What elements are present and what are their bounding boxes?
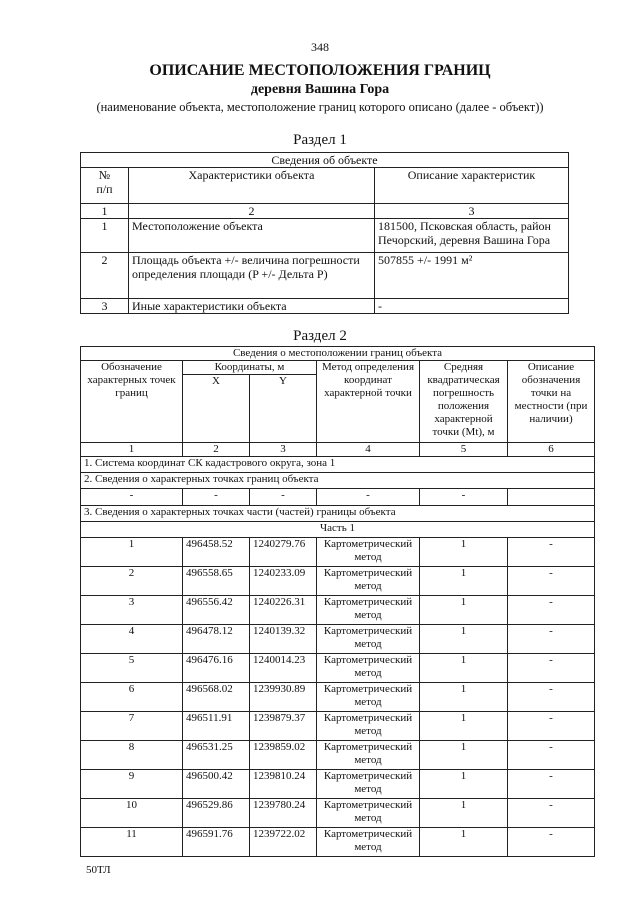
point-number-cell: 11	[81, 828, 183, 857]
table-title: Сведения об объекте	[81, 153, 569, 168]
dash-cell: -	[250, 489, 317, 506]
point-number-cell: 7	[81, 712, 183, 741]
x-coordinate-cell: 496511.91	[183, 712, 250, 741]
y-coordinate-cell: 1239780.24	[250, 799, 317, 828]
characteristic-cell: Местоположение объекта	[129, 219, 375, 253]
dash-cell: -	[81, 489, 183, 506]
method-cell: Картометрический метод	[317, 538, 420, 567]
footer-code: 50ТЛ	[86, 864, 111, 876]
section1-heading: Раздел 1	[293, 132, 347, 148]
method-cell: Картометрический метод	[317, 567, 420, 596]
description-cell: -	[375, 299, 569, 314]
y-coordinate-cell: 1240279.76	[250, 538, 317, 567]
accuracy-cell: 1	[420, 741, 508, 770]
method-cell: Картометрический метод	[317, 712, 420, 741]
table-row	[81, 712, 595, 741]
index-cell: 3	[375, 204, 569, 219]
point-number-cell: 2	[81, 567, 183, 596]
marking-cell: -	[508, 567, 595, 596]
header-accuracy: Средняя квадратическая погрешность положения характерной точки (Mt), м	[420, 361, 508, 443]
part-points-row: 3. Сведения о характерных точках части (частей) границы объекта	[81, 506, 595, 522]
table-row	[81, 596, 595, 625]
marking-cell: -	[508, 538, 595, 567]
header-marking: Описание обозначения точки на местности (при наличии)	[508, 361, 595, 443]
x-coordinate-cell: 496591.76	[183, 828, 250, 857]
index-cell: 6	[508, 443, 595, 457]
y-coordinate-cell: 1240226.31	[250, 596, 317, 625]
table-row	[81, 625, 595, 654]
method-cell: Картометрический метод	[317, 770, 420, 799]
section2-heading: Раздел 2	[293, 328, 347, 344]
marking-cell: -	[508, 654, 595, 683]
index-cell: 4	[317, 443, 420, 457]
index-cell: 5	[420, 443, 508, 457]
coordinate-system-row: 1. Система координат СК кадастрового округа, зона 1	[81, 457, 595, 473]
y-coordinate-cell: 1239722.02	[250, 828, 317, 857]
accuracy-cell: 1	[420, 770, 508, 799]
accuracy-cell: 1	[420, 712, 508, 741]
x-coordinate-cell: 496556.42	[183, 596, 250, 625]
characteristic-cell: Иные характеристики объекта	[129, 299, 375, 314]
accuracy-cell: 1	[420, 828, 508, 857]
index-cell: 3	[250, 443, 317, 457]
table-row	[81, 741, 595, 770]
table-row	[81, 799, 595, 828]
header-characteristic: Характеристики объекта	[129, 168, 375, 204]
object-caption: (наименование объекта, местоположение границ которого описано (далее - объект))	[96, 100, 544, 114]
method-cell: Картометрический метод	[317, 741, 420, 770]
point-number-cell: 4	[81, 625, 183, 654]
description-cell: 181500, Псковская область, район Печорский, деревня Вашина Гора	[375, 219, 569, 253]
object-points-row: 2. Сведения о характерных точках границ объекта	[81, 473, 595, 489]
point-number-cell: 8	[81, 741, 183, 770]
accuracy-cell: 1	[420, 596, 508, 625]
row-number: 1	[81, 219, 129, 253]
y-coordinate-cell: 1239879.37	[250, 712, 317, 741]
header-x: X	[183, 375, 250, 443]
y-coordinate-cell: 1239859.02	[250, 741, 317, 770]
header-y: Y	[250, 375, 317, 443]
header-coordinates: Координаты, м	[183, 361, 317, 375]
page-number: 348	[311, 40, 329, 54]
method-cell: Картометрический метод	[317, 828, 420, 857]
method-cell: Картометрический метод	[317, 799, 420, 828]
row-number: 2	[81, 253, 129, 299]
marking-cell: -	[508, 596, 595, 625]
x-coordinate-cell: 496500.42	[183, 770, 250, 799]
x-coordinate-cell: 496458.52	[183, 538, 250, 567]
dash-cell: -	[317, 489, 420, 506]
marking-cell: -	[508, 799, 595, 828]
table-row	[81, 567, 595, 596]
dash-cell	[508, 489, 595, 506]
table-title: Сведения о местоположении границ объекта	[81, 347, 595, 361]
characteristic-cell: Площадь объекта +/- величина погрешности определения площади (P +/- Дельта P)	[129, 253, 375, 299]
object-name: деревня Вашина Гора	[250, 82, 390, 97]
method-cell: Картометрический метод	[317, 683, 420, 712]
index-cell: 2	[183, 443, 250, 457]
marking-cell: -	[508, 625, 595, 654]
description-cell: 507855 +/- 1991 м²	[375, 253, 569, 299]
accuracy-cell: 1	[420, 654, 508, 683]
point-number-cell: 10	[81, 799, 183, 828]
table-row	[81, 654, 595, 683]
row-number: 3	[81, 299, 129, 314]
y-coordinate-cell: 1240233.09	[250, 567, 317, 596]
method-cell: Картометрический метод	[317, 654, 420, 683]
y-coordinate-cell: 1240014.23	[250, 654, 317, 683]
y-coordinate-cell: 1240139.32	[250, 625, 317, 654]
accuracy-cell: 1	[420, 799, 508, 828]
accuracy-cell: 1	[420, 567, 508, 596]
table-row	[81, 683, 595, 712]
index-cell: 1	[81, 443, 183, 457]
x-coordinate-cell: 496568.02	[183, 683, 250, 712]
index-cell: 2	[129, 204, 375, 219]
table-row	[81, 253, 569, 299]
header-description: Описание характеристик	[375, 168, 569, 204]
method-cell: Картометрический метод	[317, 625, 420, 654]
object-info-table	[80, 152, 569, 314]
point-number-cell: 5	[81, 654, 183, 683]
table-row	[81, 538, 595, 567]
table-row	[81, 219, 569, 253]
marking-cell: -	[508, 712, 595, 741]
header-method: Метод определения координат характерной точки	[317, 361, 420, 443]
dash-cell: -	[183, 489, 250, 506]
accuracy-cell: 1	[420, 683, 508, 712]
accuracy-cell: 1	[420, 625, 508, 654]
index-cell: 1	[81, 204, 129, 219]
method-cell: Картометрический метод	[317, 596, 420, 625]
header-no: № п/п	[81, 168, 129, 204]
x-coordinate-cell: 496476.16	[183, 654, 250, 683]
table-row	[81, 828, 595, 857]
x-coordinate-cell: 496478.12	[183, 625, 250, 654]
marking-cell: -	[508, 741, 595, 770]
point-number-cell: 1	[81, 538, 183, 567]
x-coordinate-cell: 496531.25	[183, 741, 250, 770]
marking-cell: -	[508, 828, 595, 857]
x-coordinate-cell: 496558.65	[183, 567, 250, 596]
table-row	[81, 770, 595, 799]
point-number-cell: 9	[81, 770, 183, 799]
point-number-cell: 3	[81, 596, 183, 625]
boundary-points-table	[80, 346, 595, 857]
document-title: ОПИСАНИЕ МЕСТОПОЛОЖЕНИЯ ГРАНИЦ	[149, 62, 491, 79]
accuracy-cell: 1	[420, 538, 508, 567]
y-coordinate-cell: 1239930.89	[250, 683, 317, 712]
dash-cell: -	[420, 489, 508, 506]
table-row	[81, 299, 569, 314]
point-number-cell: 6	[81, 683, 183, 712]
x-coordinate-cell: 496529.86	[183, 799, 250, 828]
part-label: Часть 1	[81, 522, 595, 538]
y-coordinate-cell: 1239810.24	[250, 770, 317, 799]
marking-cell: -	[508, 683, 595, 712]
header-point-designation: Обозначение характерных точек границ	[81, 361, 183, 443]
marking-cell: -	[508, 770, 595, 799]
